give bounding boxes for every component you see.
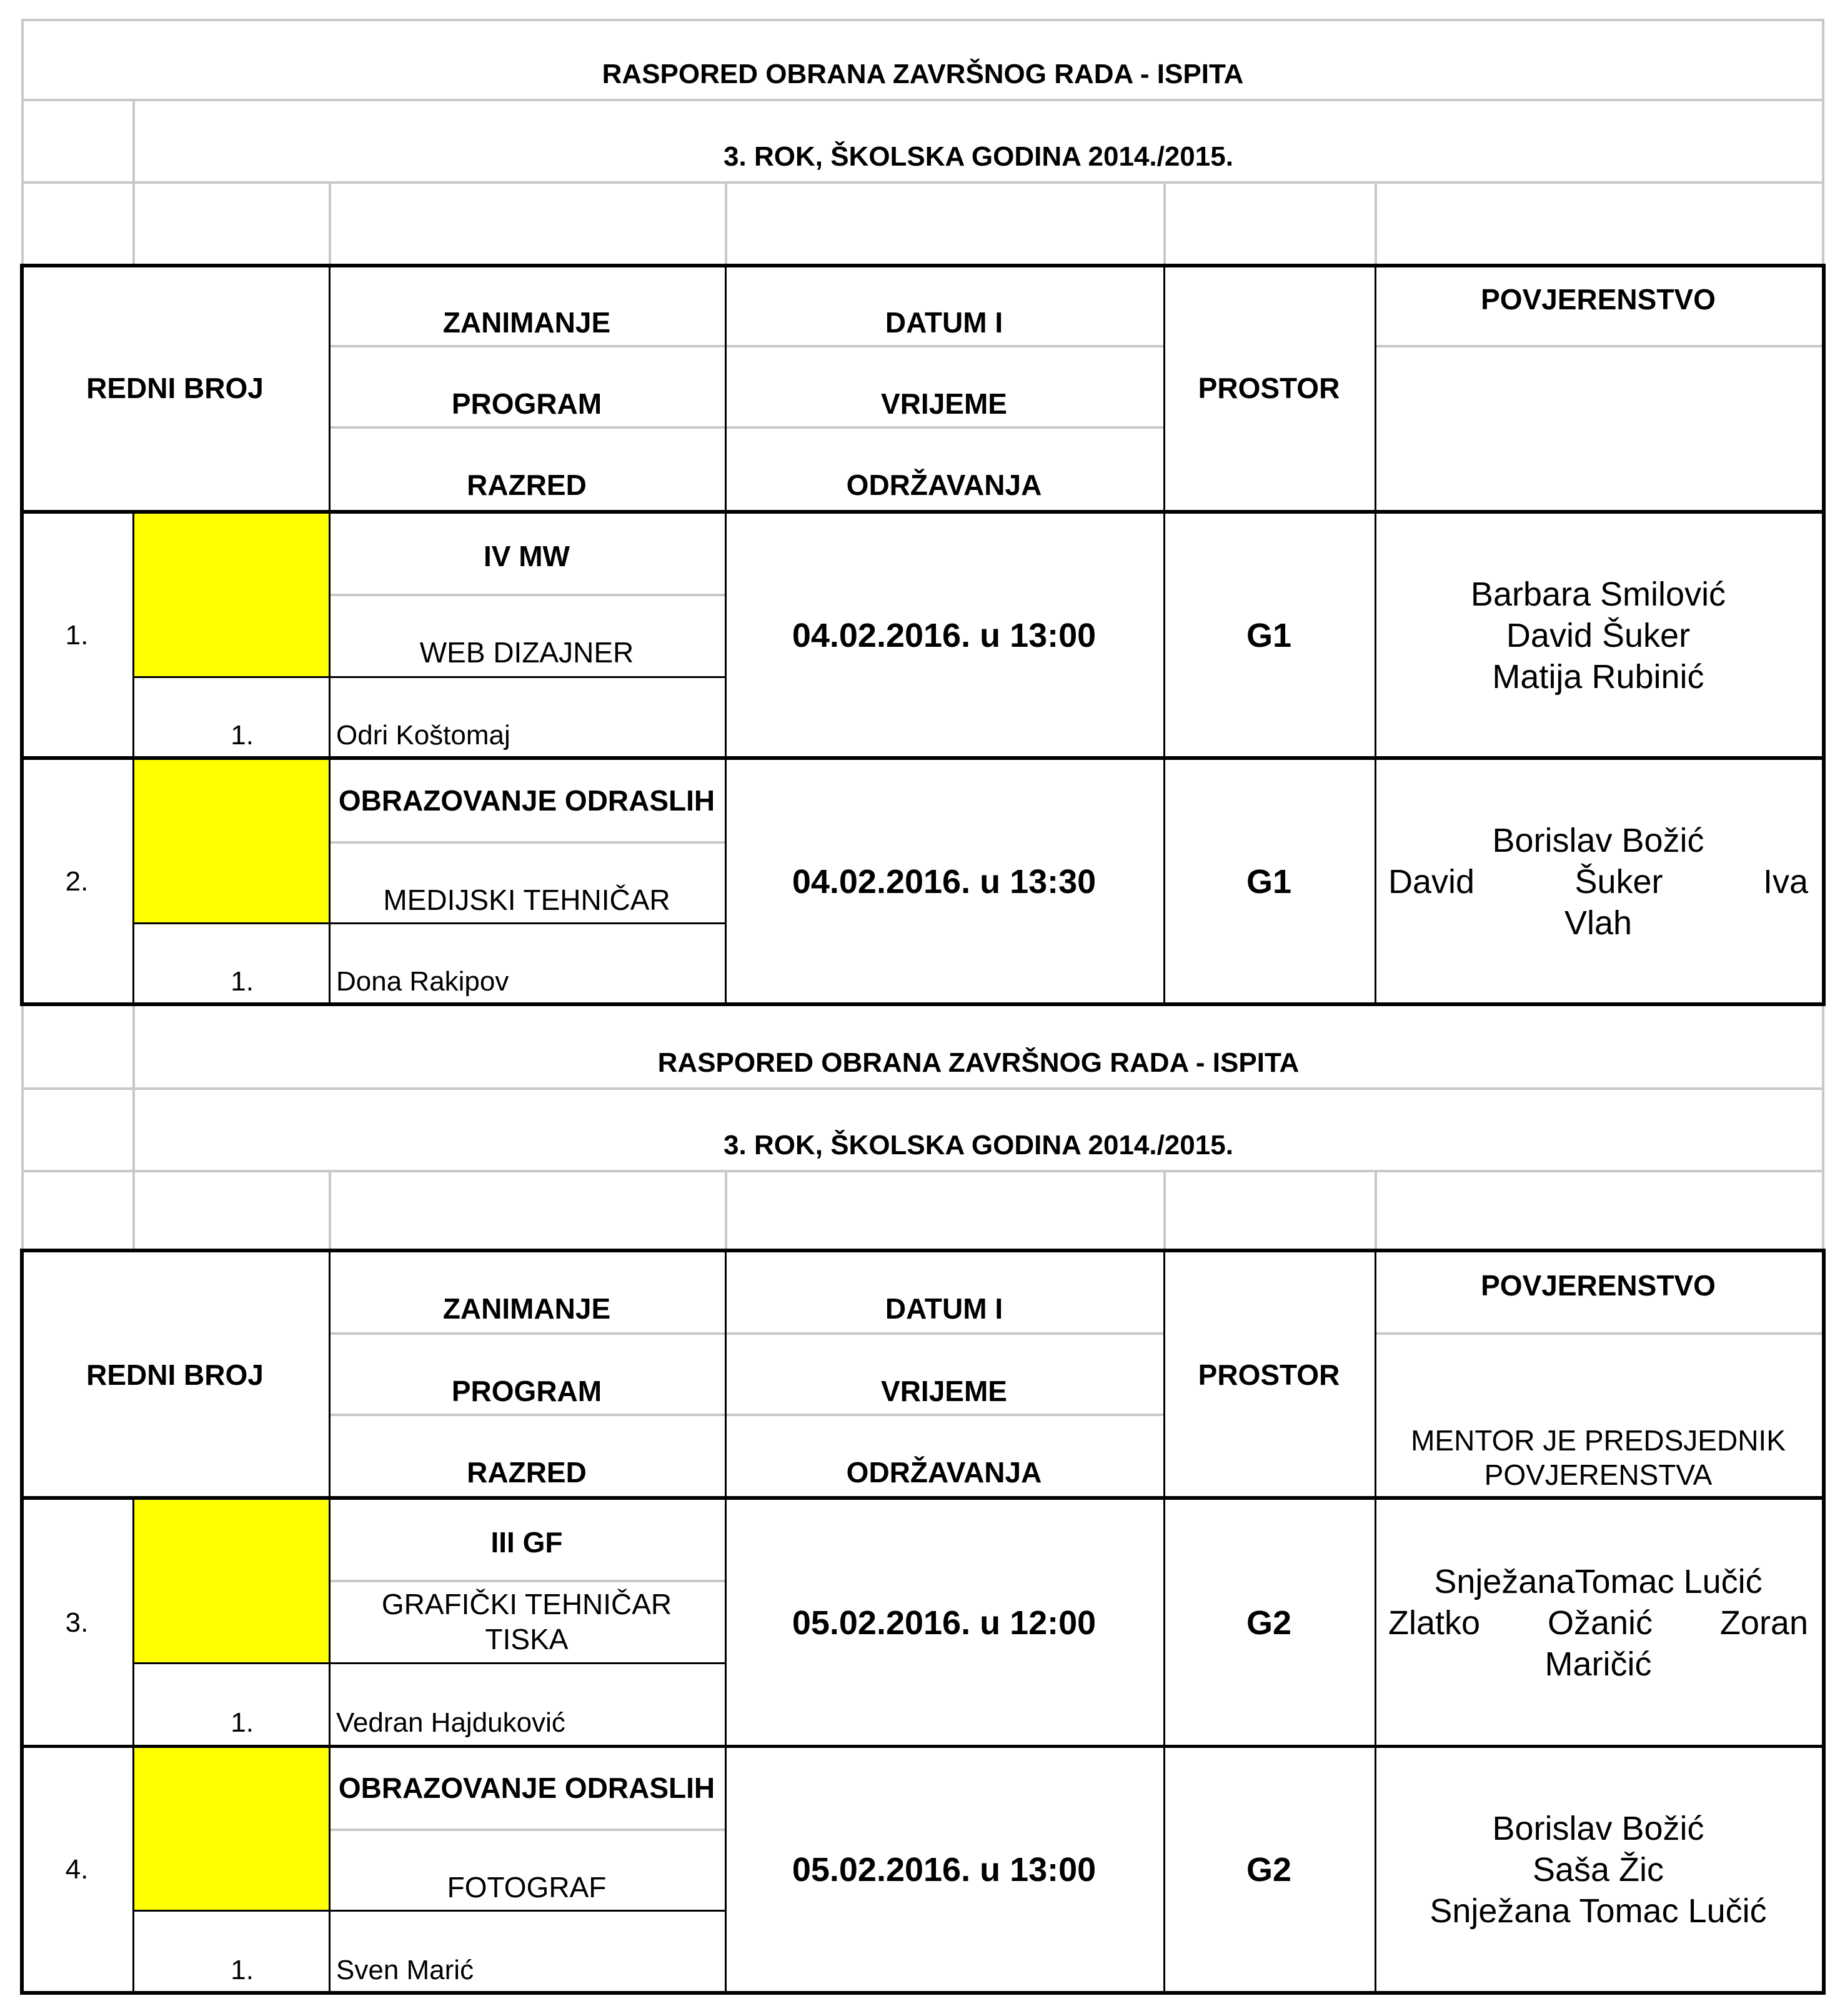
header-odrzavanja: ODRŽAVANJA (846, 1455, 1042, 1489)
table-border (20, 1496, 1826, 1500)
row-room: G2 (1246, 1850, 1292, 1889)
header-vrijeme: VRIJEME (881, 1374, 1007, 1407)
grid-line (1375, 266, 1376, 1005)
header-program: PROGRAM (451, 387, 602, 420)
grid-line (725, 266, 727, 1005)
grid-line (1163, 181, 1166, 266)
row-number: 4. (65, 1854, 89, 1885)
student-number: 1. (231, 1707, 254, 1739)
schedule-subtitle: 3. ROK, ŠKOLSKA GODINA 2014./2015. (724, 1130, 1233, 1161)
grid-line (1163, 1170, 1166, 1250)
header-datum: DATUM I (885, 1292, 1003, 1325)
student-name: Vedran Hajduković (336, 1707, 565, 1739)
grid-line (1375, 1252, 1376, 1994)
grid-line (329, 594, 725, 596)
committee-member: SnježanaTomac Lučić (1434, 1563, 1763, 1600)
table-border (1822, 264, 1826, 1006)
row-room: G1 (1246, 862, 1292, 901)
table-border (20, 1249, 24, 1995)
committee-member: Zlatko Ožanić Zoran (1388, 1604, 1808, 1642)
grid-line (1163, 266, 1165, 1005)
committee-member: Saša Žic (1532, 1851, 1664, 1889)
grid-line (725, 181, 727, 266)
grid-line (329, 181, 331, 266)
header-razred: RAZRED (467, 1455, 587, 1489)
table-border (20, 1991, 1826, 1995)
grid-line (329, 266, 331, 1005)
row-number: 1. (65, 619, 89, 651)
grid-line (329, 922, 725, 924)
header-datum: DATUM I (885, 306, 1003, 339)
header-povjerenstvo-note (1375, 346, 1822, 511)
header-odrzavanja: ODRŽAVANJA (846, 468, 1042, 501)
row-group: OBRAZOVANJE ODRASLIH (338, 1772, 715, 1804)
grid-line (1375, 181, 1377, 266)
grid-line (329, 1170, 331, 1250)
committee-member: Borislav Božić (1492, 1810, 1704, 1847)
header-zanimanje: ZANIMANJE (442, 306, 611, 339)
grid-line (1375, 1170, 1377, 1250)
row-program: MEDIJSKI TEHNIČAR (383, 883, 670, 916)
row-group: III GF (490, 1526, 563, 1559)
grid-line (132, 676, 329, 678)
grid-line (329, 1829, 725, 1831)
committee-member: Barbara Smilović (1470, 576, 1726, 613)
header-program: PROGRAM (451, 1374, 602, 1407)
committee-member: Vlah (1564, 904, 1633, 942)
student-number: 1. (231, 720, 254, 751)
row-program: GRAFIČKI TEHNIČAR TISKA (381, 1588, 672, 1655)
grid-line (1163, 1252, 1165, 1994)
grid-line (329, 676, 725, 678)
schedule-title: RASPORED OBRANA ZAVRŠNOG RADA - ISPITA (657, 1047, 1300, 1079)
grid-line (132, 1910, 725, 1912)
header-zanimanje: ZANIMANJE (442, 1292, 611, 1325)
grid-line (329, 1580, 725, 1582)
header-prostor: PROSTOR (1198, 1359, 1340, 1392)
row-room: G2 (1246, 1604, 1292, 1642)
grid-line (329, 841, 725, 844)
row-room: G1 (1246, 616, 1292, 654)
table-border (20, 1249, 1826, 1252)
header-razred: RAZRED (467, 468, 587, 501)
committee-member: Snježana Tomac Lučić (1430, 1892, 1767, 1930)
committee-member: Maričić (1544, 1645, 1652, 1683)
table-border (20, 1745, 1826, 1748)
grid-line (725, 1170, 727, 1250)
header-povjerenstvo: POVJERENSTVO (1481, 283, 1716, 316)
highlight-cell (134, 1500, 329, 1664)
schedule-title: RASPORED OBRANA ZAVRŠNOG RADA - ISPITA (602, 59, 1244, 90)
committee-member: David Šuker (1506, 617, 1691, 654)
committee-members (1375, 760, 1822, 1004)
row-group: OBRAZOVANJE ODRASLIH (338, 784, 715, 817)
header-vrijeme: VRIJEME (881, 387, 1007, 420)
header-povjerenstvo-note: MENTOR JE PREDSJEDNIK POVJERENSTVA (1411, 1424, 1786, 1491)
highlight-cell (134, 760, 329, 924)
grid-line (21, 1170, 1824, 1172)
row-group: IV MW (484, 540, 570, 573)
row-program: FOTOGRAF (447, 1870, 607, 1904)
grid-line (21, 1006, 24, 1250)
row-program: WEB DIZAJNER (419, 636, 634, 669)
grid-line (132, 1662, 725, 1664)
table-border (20, 510, 1826, 514)
table-border (1822, 1249, 1826, 1995)
committee-member: David Šuker Iva (1388, 863, 1808, 901)
highlight-cell (134, 514, 329, 676)
row-datetime: 05.02.2016. u 12:00 (792, 1604, 1097, 1642)
header-redni-broj: REDNI BROJ (86, 372, 264, 405)
row-number: 3. (65, 1607, 89, 1638)
table-border (20, 264, 1826, 267)
header-prostor: PROSTOR (1198, 372, 1340, 405)
header-povjerenstvo: POVJERENSTVO (1481, 1269, 1716, 1302)
grid-line (725, 1252, 727, 1994)
row-number: 2. (65, 866, 89, 897)
student-number: 1. (231, 1955, 254, 1986)
student-name: Odri Koštomaj (336, 720, 510, 751)
grid-line (21, 181, 1824, 184)
row-datetime: 04.02.2016. u 13:30 (792, 862, 1097, 901)
committee-members (1375, 1747, 1822, 1992)
student-number: 1. (231, 966, 254, 997)
student-name: Sven Marić (336, 1955, 474, 1986)
row-datetime: 05.02.2016. u 13:00 (792, 1850, 1097, 1889)
row-datetime: 04.02.2016. u 13:00 (792, 616, 1097, 654)
table-border (20, 756, 1826, 760)
committee-members (1375, 1500, 1822, 1746)
committee-members (1375, 514, 1822, 757)
student-name: Dona Rakipov (336, 966, 509, 997)
header-redni-broj: REDNI BROJ (86, 1359, 264, 1392)
grid-line (329, 1252, 331, 1994)
table-border (20, 264, 24, 1006)
committee-member: Matija Rubinić (1492, 658, 1704, 696)
committee-member: Borislav Božić (1492, 822, 1704, 859)
schedule-subtitle: 3. ROK, ŠKOLSKA GODINA 2014./2015. (724, 141, 1233, 172)
grid-line (132, 922, 329, 924)
highlight-cell (134, 1747, 329, 1911)
